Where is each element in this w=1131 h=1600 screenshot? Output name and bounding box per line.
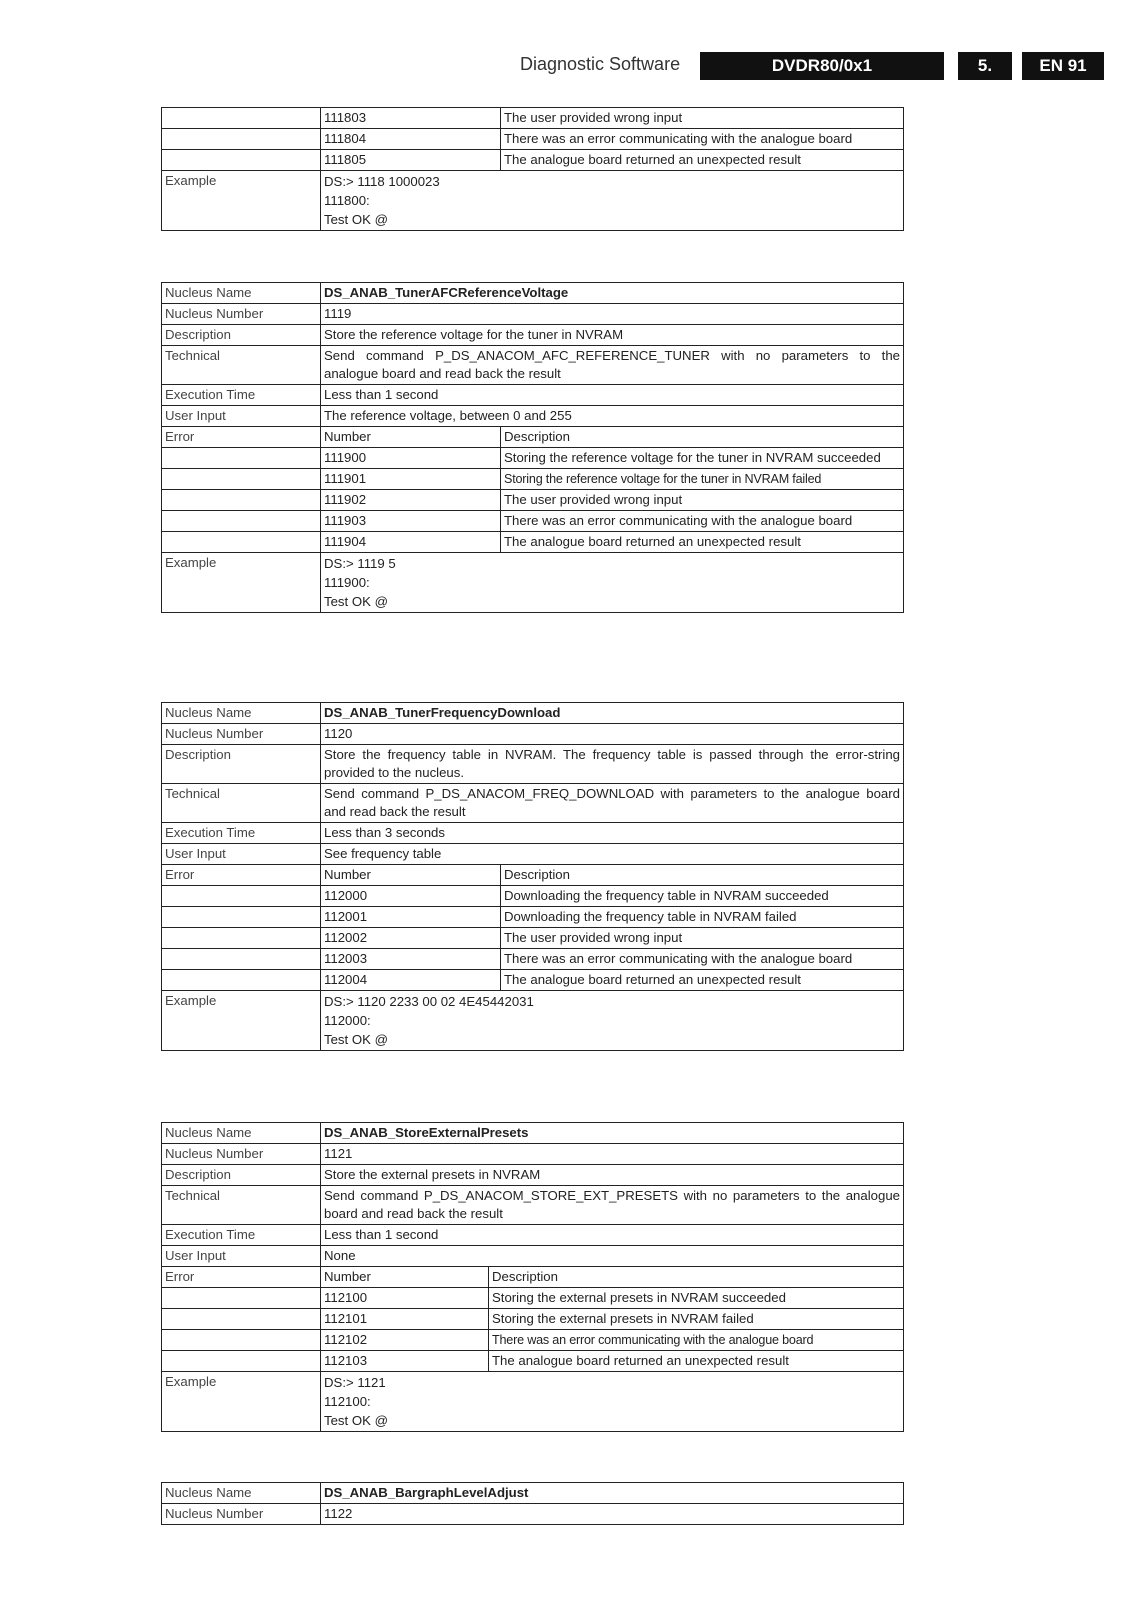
header-model-badge: DVDR80/0x1 xyxy=(700,52,944,80)
row-label: User Input xyxy=(162,406,321,427)
error-row xyxy=(162,1309,904,1330)
error-description: There was an error communicating with the analogue board xyxy=(501,949,904,970)
row-label: Error xyxy=(162,427,321,448)
row-label: Nucleus Name xyxy=(162,703,321,724)
row-label: Nucleus Number xyxy=(162,304,321,325)
row-label: Nucleus Number xyxy=(162,724,321,745)
error-row xyxy=(162,150,904,171)
error-row xyxy=(162,108,904,129)
column-header: Number xyxy=(321,865,501,886)
error-description: Storing the reference voltage for the tuner in NVRAM succeeded xyxy=(501,448,904,469)
row-label: Nucleus Name xyxy=(162,1123,321,1144)
row-label: Execution Time xyxy=(162,385,321,406)
row-label: Description xyxy=(162,745,321,784)
nucleus-name: DS_ANAB_StoreExternalPresets xyxy=(321,1123,904,1144)
error-row xyxy=(162,949,904,970)
error-number: 112101 xyxy=(321,1309,489,1330)
user-input: See frequency table xyxy=(321,844,904,865)
example-line: 112100: xyxy=(324,1394,371,1409)
nucleus-name: DS_ANAB_TunerFrequencyDownload xyxy=(321,703,904,724)
row-label: Description xyxy=(162,325,321,346)
header-title: Diagnostic Software xyxy=(520,54,681,74)
row-label: Execution Time xyxy=(162,823,321,844)
error-row xyxy=(162,490,904,511)
error-number: 111900 xyxy=(321,448,501,469)
row-label: Nucleus Name xyxy=(162,1483,321,1504)
error-row xyxy=(162,1351,904,1372)
error-number: 112103 xyxy=(321,1351,489,1372)
error-description: Storing the external presets in NVRAM succeeded xyxy=(489,1288,904,1309)
example-line: 111900: xyxy=(324,575,370,590)
example-row xyxy=(162,171,904,231)
example-value xyxy=(321,553,904,613)
nucleus-table-1119 xyxy=(161,282,904,613)
error-description: The user provided wrong input xyxy=(501,108,904,129)
nucleus-description: Store the external presets in NVRAM xyxy=(321,1165,904,1186)
nucleus-number: 1119 xyxy=(321,304,904,325)
example-line: DS:> 1118 1000023 xyxy=(324,174,440,189)
error-row xyxy=(162,448,904,469)
error-row xyxy=(162,1288,904,1309)
example-line: DS:> 1121 xyxy=(324,1375,386,1390)
nucleus-number: 1121 xyxy=(321,1144,904,1165)
header-section-badge: 5. xyxy=(958,52,1012,80)
row-label: Execution Time xyxy=(162,1225,321,1246)
row-label: Error xyxy=(162,1267,321,1288)
error-number: 111803 xyxy=(321,108,501,129)
error-row xyxy=(162,532,904,553)
example-line: Test OK @ xyxy=(324,594,388,609)
header-page-badge: EN 91 xyxy=(1022,52,1104,80)
error-row xyxy=(162,886,904,907)
row-label: Nucleus Name xyxy=(162,283,321,304)
nucleus-description: Store the frequency table in NVRAM. The frequency table is passed through the error-string provided to the nucleus. xyxy=(321,745,904,784)
error-description: Downloading the frequency table in NVRAM succeeded xyxy=(501,886,904,907)
error-description: There was an error communicating with the analogue board xyxy=(501,511,904,532)
example-line: Test OK @ xyxy=(324,1413,388,1428)
error-number: 112002 xyxy=(321,928,501,949)
error-number: 111902 xyxy=(321,490,501,511)
nucleus-description: Store the reference voltage for the tuner in NVRAM xyxy=(321,325,904,346)
example-value xyxy=(321,1372,904,1432)
error-row xyxy=(162,511,904,532)
example-line: Test OK @ xyxy=(324,1032,388,1047)
row-label: User Input xyxy=(162,1246,321,1267)
row-label: Error xyxy=(162,865,321,886)
user-input: The reference voltage, between 0 and 255 xyxy=(321,406,904,427)
nucleus-table-1120 xyxy=(161,702,904,1051)
row-label: User Input xyxy=(162,844,321,865)
row-label: Example xyxy=(162,553,321,613)
execution-time: Less than 1 second xyxy=(321,1225,904,1246)
example-line: 112000: xyxy=(324,1013,371,1028)
error-number: 112003 xyxy=(321,949,501,970)
nucleus-table-1122 xyxy=(161,1482,904,1525)
nucleus-table-continued xyxy=(161,107,904,231)
error-description: There was an error communicating with the analogue board xyxy=(501,129,904,150)
row-label: Nucleus Number xyxy=(162,1144,321,1165)
nucleus-name: DS_ANAB_BargraphLevelAdjust xyxy=(321,1483,904,1504)
nucleus-number: 1120 xyxy=(321,724,904,745)
nucleus-number: 1122 xyxy=(321,1504,904,1525)
row-label: Description xyxy=(162,1165,321,1186)
example-line: 111800: xyxy=(324,193,370,208)
error-number: 111805 xyxy=(321,150,501,171)
nucleus-technical: Send command P_DS_ANACOM_AFC_REFERENCE_TUNER with no parameters to the analogue board and read back the result xyxy=(321,346,904,385)
column-header: Description xyxy=(489,1267,904,1288)
error-row xyxy=(162,928,904,949)
error-number: 111903 xyxy=(321,511,501,532)
error-number: 112100 xyxy=(321,1288,489,1309)
error-description: The analogue board returned an unexpected result xyxy=(489,1351,904,1372)
row-label: Example xyxy=(162,991,321,1051)
nucleus-table-1121 xyxy=(161,1122,904,1432)
example-row xyxy=(162,553,904,613)
error-number: 112000 xyxy=(321,886,501,907)
error-number: 111904 xyxy=(321,532,501,553)
error-number: 112004 xyxy=(321,970,501,991)
error-description: The analogue board returned an unexpected result xyxy=(501,970,904,991)
error-number: 112102 xyxy=(321,1330,489,1351)
error-row xyxy=(162,469,904,490)
error-description: The analogue board returned an unexpected result xyxy=(501,150,904,171)
example-row xyxy=(162,991,904,1051)
example-line: DS:> 1120 2233 00 02 4E45442031 xyxy=(324,994,534,1009)
example-row xyxy=(162,1372,904,1432)
error-description: The user provided wrong input xyxy=(501,490,904,511)
row-label: Example xyxy=(162,1372,321,1432)
column-header: Description xyxy=(501,427,904,448)
example-line: Test OK @ xyxy=(324,212,388,227)
error-description: Downloading the frequency table in NVRAM failed xyxy=(501,907,904,928)
example-value xyxy=(321,171,904,231)
example-value xyxy=(321,991,904,1051)
error-row xyxy=(162,907,904,928)
error-row xyxy=(162,129,904,150)
error-row xyxy=(162,970,904,991)
user-input: None xyxy=(321,1246,904,1267)
example-line: DS:> 1119 5 xyxy=(324,556,396,571)
execution-time: Less than 1 second xyxy=(321,385,904,406)
row-label: Technical xyxy=(162,346,321,385)
error-description: There was an error communicating with the analogue board xyxy=(489,1330,904,1351)
error-number: 111804 xyxy=(321,129,501,150)
column-header: Number xyxy=(321,427,501,448)
error-description: Storing the reference voltage for the tuner in NVRAM failed xyxy=(501,469,904,490)
example-label: Example xyxy=(162,171,321,231)
error-description: The user provided wrong input xyxy=(501,928,904,949)
error-description: The analogue board returned an unexpected result xyxy=(501,532,904,553)
error-number: 112001 xyxy=(321,907,501,928)
nucleus-technical: Send command P_DS_ANACOM_FREQ_DOWNLOAD with parameters to the analogue board and read back the result xyxy=(321,784,904,823)
error-number: 111901 xyxy=(321,469,501,490)
nucleus-name: DS_ANAB_TunerAFCReferenceVoltage xyxy=(321,283,904,304)
column-header: Number xyxy=(321,1267,489,1288)
execution-time: Less than 3 seconds xyxy=(321,823,904,844)
error-row xyxy=(162,1330,904,1351)
row-label: Technical xyxy=(162,784,321,823)
row-label: Technical xyxy=(162,1186,321,1225)
nucleus-technical: Send command P_DS_ANACOM_STORE_EXT_PRESETS with no parameters to the analogue board and read back the result xyxy=(321,1186,904,1225)
row-label: Nucleus Number xyxy=(162,1504,321,1525)
column-header: Description xyxy=(501,865,904,886)
page-header xyxy=(0,52,1131,82)
error-description: Storing the external presets in NVRAM failed xyxy=(489,1309,904,1330)
